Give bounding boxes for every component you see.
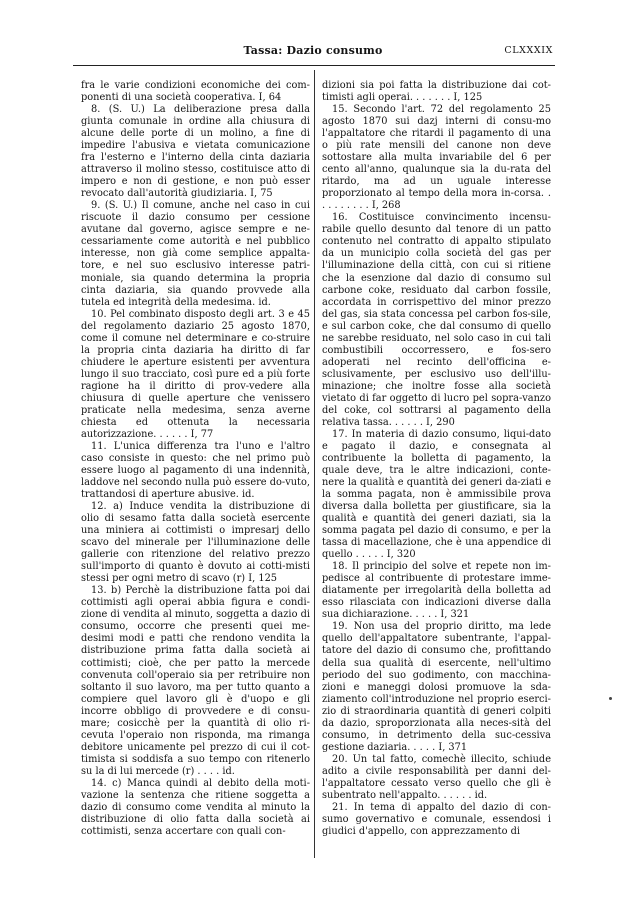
entry-10: 10. Pel combinato disposto degli art. 3 e 45 del regolamento daziario 25 agosto 1870, come il comune nel determinare e co-struire la propria cinta daziaria ha diritto di far chiudere le aperture esistenti per avventura lungo il suo tracciato, così pure ed a più forte ragione ha il diritto di prov-vedere alla chiusura di quelle aperture che venissero praticate nella medesima, senza averne chiesta ed ottenuta la necessaria autorizzazione. . . . . . I, 77 — [81, 308, 310, 440]
entry-14: 14. c) Manca quindi al debito della moti-vazione la sentenza che ritiene soggetta a dazio di consumo come vendita al minuto la distribuzione di olio fatta dalla società ai cottimisti, senza accertare con quali con- — [81, 777, 310, 837]
entry-continuation: fra le varie condizioni economiche dei com-ponenti di una società cooperativa. I, 64 — [81, 80, 310, 104]
header-rule — [73, 65, 555, 66]
entry-12: 12. a) Induce vendita la distribuzione di olio di sesamo fatta dalla società esercente una miniera ai cottimisti o impresarj dello scavo del minerale per l'illuminazione delle gallerie con ritenzione del relativo prezzo sull'importo di quanto è dovuto ai cotti-misti stessi per ogni metro di scavo (r) I, 125 — [81, 501, 310, 585]
entry-18: 18. Il principio del solve et repete non im-pedisce al contribuente di protestare imme-diatamente per irregolarità della bolletta ad esso rilasciata con indicazioni diverse dalla sua dichiarazione. . . . . I, 321 — [322, 561, 551, 621]
left-column — [81, 80, 310, 838]
entry-14-continuation: dizioni sia poi fatta la distribuzione dai cot-timisti agli operai. . . . . . . I, 125 — [322, 80, 551, 104]
entry-17: 17. In materia di dazio consumo, liqui-dato e pagato il dazio, e consegnata al contribuente la bolletta di pagamento, la quale deve, tra le altre indicazioni, conte-nere la qualità e quantità dei generi da-ziati e la somma pagata, non è ammissibile prova diversa dalla bolletta per giustificare, sia la qualità e quantità dei generi daziati, sia la somma pagata pel dazio di consumo, e per la tassa di macellazione, che è una appendice di quello . . . . . I, 320 — [322, 428, 551, 561]
entry-21: 21. In tema di appalto del dazio di con-sumo governativo e comunale, essendosi i giudici d'appello, con apprezzamento di — [322, 801, 551, 837]
right-column — [322, 80, 551, 838]
entry-13: 13. b) Perchè la distribuzione fatta poi dai cottimisti agli operai abbia figura e condi-zione di vendita al minuto, soggetta a dazio di consumo, occorre che presenti quei me-desimi modi e patti che rendono vendita la distribuzione prima fatta dalla società ai cottimisti; cioè, che per patto la mercede convenuta coll'operaio sia per retribuire non soltanto il suo lavoro, ma per tutto quanto a compiere quel lavoro gli è d'uopo e gli incorre obbligo di provvedere e di consu-mare; cosicchè per la quantità di olio ri-cevuta l'operaio non risponda, ma rimanga debitore unicamente pel prezzo di cui il cot-timista si soddisfa a suo tempo con ritenerlo su la di lui mercede (r) . . . . id. — [81, 585, 310, 777]
entry-20: 20. Un tal fatto, comechè illecito, schiude adito a civile responsabilità per danni del-l'appaltatore cessato verso quello che gli è subentrato nell'appalto. . . . . . id. — [322, 753, 551, 801]
entry-15: 15. Secondo l'art. 72 del regolamento 25 agosto 1870 sui dazj interni di consu-mo l'appaltatore che ritardi il pagamento di una o più rate mensili del canone non deve sottostare alla multa invariabile del 6 per cento all'anno, qualunque sia la du-rata del ritardo, ma ad un uguale interesse proporzionato al tempo della mora in-corsa. . . . . . . . . . I, 268 — [322, 104, 551, 212]
entry-9: 9. (S. U.) Il comune, anche nel caso in cui riscuote il dazio consumo per cessione avutane dal governo, agisce sempre e ne-cessariamente come autorità e nel pubblico interesse, non già come semplice appalta-tore, e nel suo esclusivo interesse patri-moniale, sia quando determina la propria cinta daziaria, sia quando provvede alla tutela ed integrità della medesima. id. — [81, 200, 310, 308]
entry-16: 16. Costituisce convincimento incensu-rabile quello desunto dal tenore di un patto contenuto nel contratto di appalto stipulato da un municipio colla società del gas per l'illuminazione della città, con cui si ritiene che la esenzione dal dazio di consumo sul carbone coke, residuato dal carbon fossile, accordata in corrispettivo del minor prezzo del gas, sia stata concessa pel carbon fos-sile, e sul carbon coke, che dal consumo di quello ne sarebbe residuato, nel solo caso in cui tali combustibili occorressero, e fos-sero adoperati nel recinto dell'officina e-sclusivamente, per esclusivo uso dell'illu-minazione; che inoltre fosse alla società vietato di far oggetto di lucro pel sopra-vanzo del coke, col sottrarsi al pagamento della relativa tassa. . . . . . I, 290 — [322, 212, 551, 428]
column-divider — [314, 70, 315, 858]
entry-19: 19. Non usa del proprio diritto, ma lede quello dell'appaltatore subentrante, l'appal-tatore del dazio di consumo che, profittando della sua qualità di esercente, nell'ultimo periodo del suo godimento, con macchina-zioni e maneggi dolosi promuove la sda-ziamento coll'introduzione nel proprio eserci-zio di straordinaria quantità di generi colpiti da dazio, sproporzionata alla neces-sità del consumo, in detrimento della suc-cessiva gestione daziaria. . . . . I, 371 — [322, 621, 551, 753]
margin-speck — [609, 697, 612, 700]
page-header — [73, 44, 553, 64]
entry-11: 11. L'unica differenza tra l'uno e l'altro caso consiste in questo: che nel primo può essere luogo al pagamento di una indennità, laddove nel secondo nulla può essere do-vuto, trattandosi di aperture abusive. id. — [81, 440, 310, 501]
page-number: CLXXXIX — [504, 45, 553, 56]
running-title: Tassa: Dazio consumo — [243, 44, 383, 57]
entry-8: 8. (S. U.) La deliberazione presa dalla giunta comunale in ordine alla chiusura di alcune delle porte di un molino, a fine di impedire l'abusiva e vietata comunicazione fra l'esterno e l'interno della cinta daziaria attraverso il molino stesso, costituisce atto di impero e non di gestione, e non può esser revocato dall'autorità giudiziaria. I, 75 — [81, 104, 310, 200]
